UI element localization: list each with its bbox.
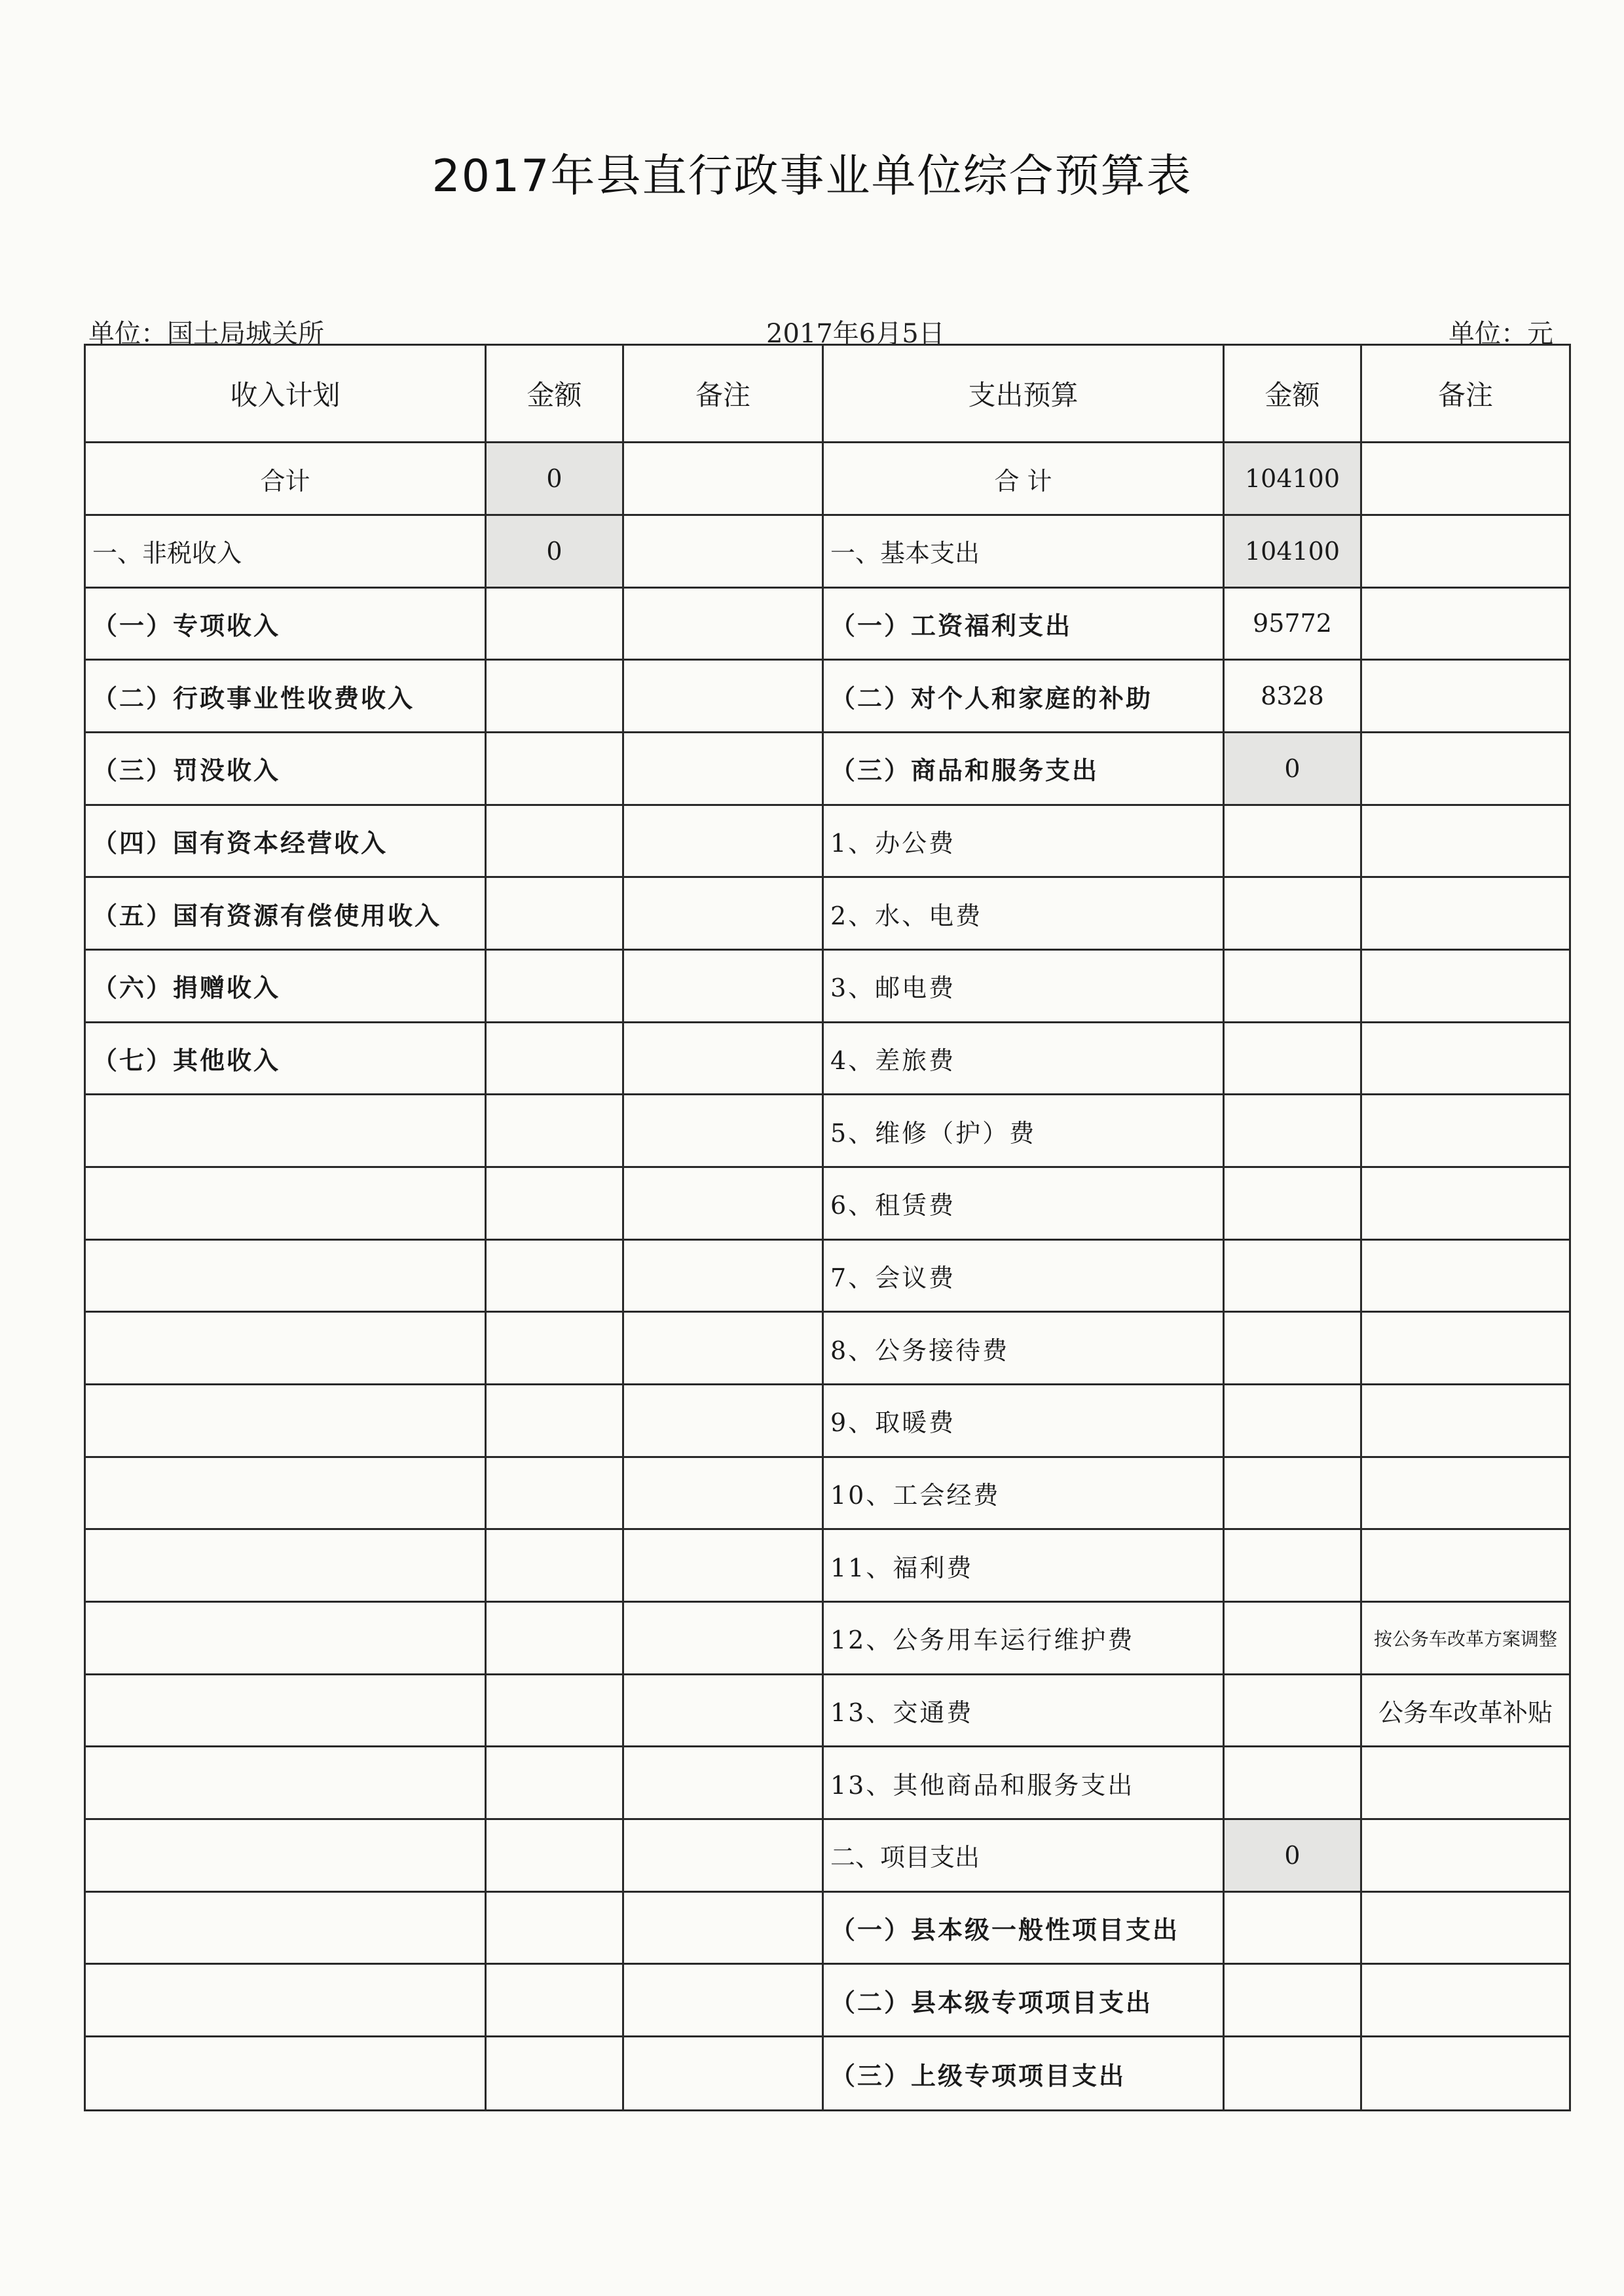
expense-goods-item: 10、工会经费 (823, 1457, 1224, 1529)
expense-project-item: （三）上级专项项目支出 (823, 2037, 1224, 2111)
income-item: （五）国有资源有偿使用收入 (85, 877, 486, 950)
expense-goods-item: 12、公务用车运行维护费 (823, 1602, 1224, 1675)
expense-amount-header: 金额 (1224, 345, 1361, 443)
table-row (85, 1312, 1570, 1385)
budget-table (84, 344, 1571, 2111)
table-row (85, 1747, 1570, 1819)
table-row (85, 1239, 1570, 1312)
car-maintenance-note: 按公务车改革方案调整 (1361, 1602, 1570, 1675)
expense-basic-amount: 104100 (1224, 515, 1361, 587)
table-row (85, 1964, 1570, 2037)
expense-goods-item: 3、邮电费 (823, 949, 1224, 1022)
income-total-label: 合计 (85, 443, 486, 515)
income-total-note (623, 443, 823, 515)
table-row (85, 1167, 1570, 1239)
header-row (85, 345, 1570, 443)
table-row (85, 443, 1570, 515)
income-item: （一）专项收入 (85, 587, 486, 660)
expense-subsidy-label: （二）对个人和家庭的补助 (823, 660, 1224, 733)
expense-project-item: （一）县本级一般性项目支出 (823, 1891, 1224, 1964)
table-row (85, 877, 1570, 950)
expense-goods-item: 6、租赁费 (823, 1167, 1224, 1239)
expense-goods-item: 7、会议费 (823, 1239, 1224, 1312)
transport-note: 公务车改革补贴 (1361, 1674, 1570, 1747)
table-row (85, 1674, 1570, 1747)
table-row (85, 1529, 1570, 1602)
expense-total-label: 合 计 (823, 443, 1224, 515)
expense-basic-label: 一、基本支出 (823, 515, 1224, 587)
table-row (85, 732, 1570, 805)
expense-goods-amount: 0 (1224, 732, 1361, 805)
table-row (85, 515, 1570, 587)
expense-goods-item: 8、公务接待费 (823, 1312, 1224, 1385)
expense-goods-item: 5、维修（护）费 (823, 1095, 1224, 1167)
table-row (85, 1095, 1570, 1167)
income-plan-header: 收入计划 (85, 345, 486, 443)
income-item: （三）罚没收入 (85, 732, 486, 805)
expense-project-label: 二、项目支出 (823, 1819, 1224, 1892)
table-row (85, 1602, 1570, 1675)
table-row (85, 949, 1570, 1022)
expense-goods-item: 4、差旅费 (823, 1022, 1224, 1095)
expense-wages-label: （一）工资福利支出 (823, 587, 1224, 660)
income-nontax-amount: 0 (486, 515, 623, 587)
expense-goods-item: 9、取暖费 (823, 1385, 1224, 1457)
expense-goods-item: 1、办公费 (823, 805, 1224, 877)
income-nontax-label: 一、非税收入 (85, 515, 486, 587)
table-row (85, 1022, 1570, 1095)
table-row (85, 805, 1570, 877)
expense-project-item: （二）县本级专项项目支出 (823, 1964, 1224, 2037)
expense-goods-item: 11、福利费 (823, 1529, 1224, 1602)
table-row (85, 1457, 1570, 1529)
income-note-header: 备注 (623, 345, 823, 443)
income-amount-header: 金额 (486, 345, 623, 443)
expense-note-header: 备注 (1361, 345, 1570, 443)
expense-goods-item: 13、交通费 (823, 1674, 1224, 1747)
page-title: 2017年县直行政事业单位综合预算表 (432, 151, 1192, 202)
table-row (85, 1819, 1570, 1892)
date-label: 2017年6月5日 (766, 319, 945, 349)
income-item: （二）行政事业性收费收入 (85, 660, 486, 733)
expense-goods-label: （三）商品和服务支出 (823, 732, 1224, 805)
unit-label: 单位：国土局城关所 (88, 319, 324, 349)
expense-total-amount: 104100 (1224, 443, 1361, 515)
currency-label: 单位：元 (1449, 319, 1553, 349)
expense-goods-item: 13、其他商品和服务支出 (823, 1747, 1224, 1819)
expense-goods-item: 2、水、电费 (823, 877, 1224, 950)
expense-total-note (1361, 443, 1570, 515)
table-row (85, 1891, 1570, 1964)
income-item: （七）其他收入 (85, 1022, 486, 1095)
expense-budget-header: 支出预算 (823, 345, 1224, 443)
income-item: （六）捐赠收入 (85, 949, 486, 1022)
expense-subsidy-amount: 8328 (1224, 660, 1361, 733)
table-row (85, 2037, 1570, 2111)
table-row (85, 587, 1570, 660)
income-item: （四）国有资本经营收入 (85, 805, 486, 877)
expense-project-amount: 0 (1224, 1819, 1361, 1892)
table-row (85, 660, 1570, 733)
expense-wages-amount: 95772 (1224, 587, 1361, 660)
income-total-amount: 0 (486, 443, 623, 515)
table-row (85, 1385, 1570, 1457)
